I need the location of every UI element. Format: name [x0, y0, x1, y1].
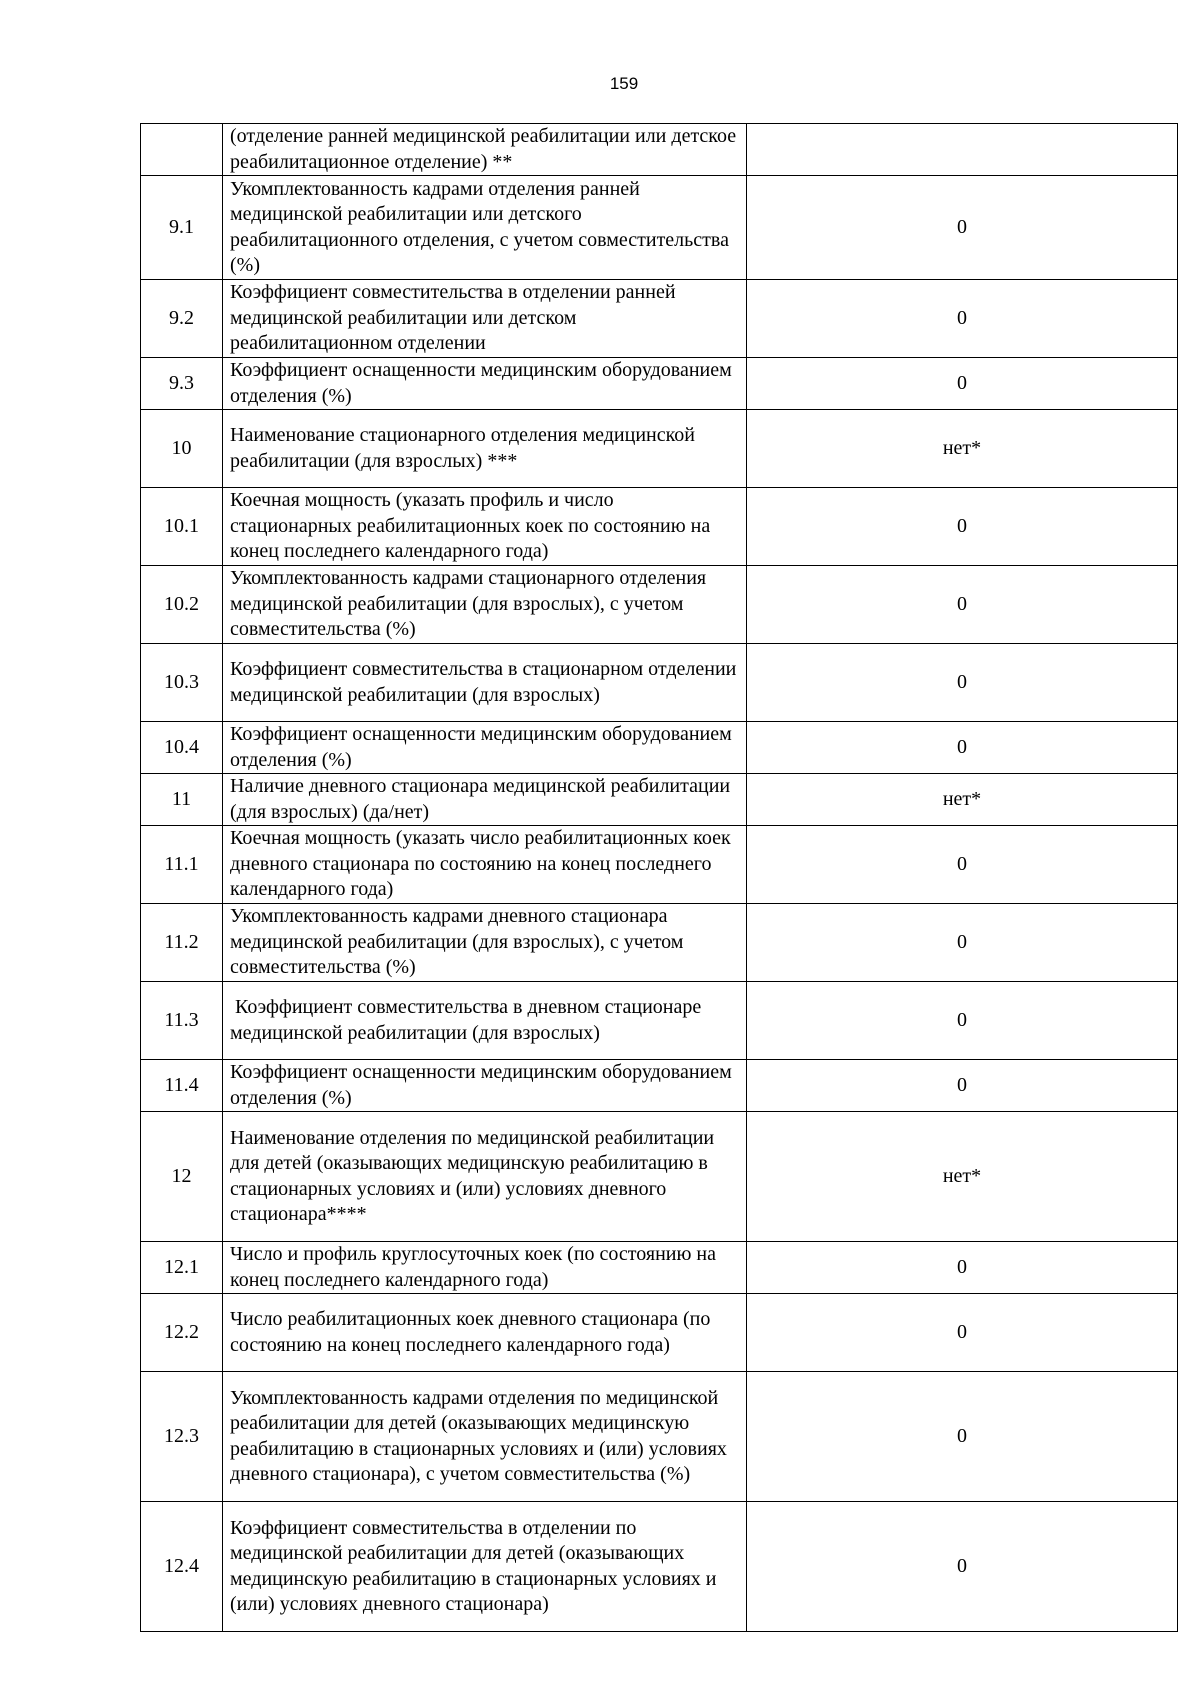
row-value: 0 — [747, 1294, 1178, 1372]
row-description: Коэффициент совместительства в дневном стационаре медицинской реабилитации (для взрослых) — [223, 982, 747, 1060]
table-row — [141, 1112, 1178, 1242]
row-value: 0 — [747, 488, 1178, 566]
row-description: Коечная мощность (указать профиль и число стационарных реабилитационных коек по состоянию на конец последнего календарного года) — [223, 488, 747, 566]
table-row — [141, 280, 1178, 358]
row-number: 9.2 — [141, 280, 223, 358]
row-number: 10 — [141, 410, 223, 488]
row-description: Укомплектованность кадрами отделения ранней медицинской реабилитации или детского реабилитационного отделения, с учетом совместительства (%) — [223, 176, 747, 280]
row-value: 0 — [747, 1060, 1178, 1112]
row-number: 9.1 — [141, 176, 223, 280]
table-row — [141, 774, 1178, 826]
row-description: Наименование стационарного отделения медицинской реабилитации (для взрослых) *** — [223, 410, 747, 488]
row-number: 11.3 — [141, 982, 223, 1060]
row-number: 10.4 — [141, 722, 223, 774]
row-value: 0 — [747, 358, 1178, 410]
row-number: 12.4 — [141, 1502, 223, 1632]
row-value: 0 — [747, 826, 1178, 904]
table-row — [141, 644, 1178, 722]
table-row — [141, 410, 1178, 488]
table-row — [141, 722, 1178, 774]
page-number: 159 — [609, 74, 639, 93]
table-row — [141, 1372, 1178, 1502]
row-number: 11 — [141, 774, 223, 826]
row-value: 0 — [747, 982, 1178, 1060]
row-value: 0 — [747, 280, 1178, 358]
row-description: Коэффициент совместительства в стационарном отделении медицинской реабилитации (для взрослых) — [223, 644, 747, 722]
row-value: 0 — [747, 904, 1178, 982]
row-number: 10.1 — [141, 488, 223, 566]
row-description: Наличие дневного стационара медицинской реабилитации (для взрослых) (да/нет) — [223, 774, 747, 826]
table-row — [141, 124, 1178, 176]
table-row — [141, 1060, 1178, 1112]
row-number: 12 — [141, 1112, 223, 1242]
row-description: Коэффициент совместительства в отделении по медицинской реабилитации для детей (оказывающих медицинскую реабилитацию в стационарных условиях и (или) условиях дневного стационара) — [223, 1502, 747, 1632]
row-number: 11.2 — [141, 904, 223, 982]
table-row — [141, 566, 1178, 644]
row-value: нет* — [747, 774, 1178, 826]
row-description: Коэффициент оснащенности медицинским оборудованием отделения (%) — [223, 358, 747, 410]
row-value: 0 — [747, 176, 1178, 280]
table-row — [141, 176, 1178, 280]
row-value: нет* — [747, 410, 1178, 488]
table-row — [141, 982, 1178, 1060]
row-number: 11.4 — [141, 1060, 223, 1112]
row-value: 0 — [747, 722, 1178, 774]
row-description: Укомплектованность кадрами дневного стационара медицинской реабилитации (для взрослых), с учетом совместительства (%) — [223, 904, 747, 982]
row-number — [141, 124, 223, 176]
row-value — [747, 124, 1178, 176]
row-value: 0 — [747, 1502, 1178, 1632]
row-description: Коэффициент оснащенности медицинским оборудованием отделения (%) — [223, 722, 747, 774]
row-value: нет* — [747, 1112, 1178, 1242]
row-description: (отделение ранней медицинской реабилитации или детское реабилитационное отделение) ** — [223, 124, 747, 176]
table-row — [141, 1502, 1178, 1632]
row-number: 12.1 — [141, 1242, 223, 1294]
row-description: Наименование отделения по медицинской реабилитации для детей (оказывающих медицинскую реабилитацию в стационарных условиях и (или) условиях дневного стационара**** — [223, 1112, 747, 1242]
table-row — [141, 1242, 1178, 1294]
table-row — [141, 488, 1178, 566]
table-row — [141, 358, 1178, 410]
row-description: Укомплектованность кадрами стационарного отделения медицинской реабилитации (для взрослых), с учетом совместительства (%) — [223, 566, 747, 644]
row-description: Коэффициент оснащенности медицинским оборудованием отделения (%) — [223, 1060, 747, 1112]
row-description: Число реабилитационных коек дневного стационара (по состоянию на конец последнего календарного года) — [223, 1294, 747, 1372]
row-value: 0 — [747, 1242, 1178, 1294]
table-row — [141, 904, 1178, 982]
row-description: Число и профиль круглосуточных коек (по состоянию на конец последнего календарного года) — [223, 1242, 747, 1294]
row-number: 10.2 — [141, 566, 223, 644]
table-row — [141, 1294, 1178, 1372]
row-number: 12.3 — [141, 1372, 223, 1502]
row-number: 9.3 — [141, 358, 223, 410]
row-value: 0 — [747, 566, 1178, 644]
row-number: 10.3 — [141, 644, 223, 722]
row-description: Коечная мощность (указать число реабилитационных коек дневного стационара по состоянию на конец последнего календарного года) — [223, 826, 747, 904]
row-number: 11.1 — [141, 826, 223, 904]
row-value: 0 — [747, 644, 1178, 722]
row-description: Укомплектованность кадрами отделения по медицинской реабилитации для детей (оказывающих медицинскую реабилитацию в стационарных условиях и (или) условиях дневного стационара), с учетом совместительства (%) — [223, 1372, 747, 1502]
row-number: 12.2 — [141, 1294, 223, 1372]
row-value: 0 — [747, 1372, 1178, 1502]
indicators-table — [140, 123, 1178, 1632]
row-description: Коэффициент совместительства в отделении ранней медицинской реабилитации или детском реабилитационном отделении — [223, 280, 747, 358]
table-row — [141, 826, 1178, 904]
